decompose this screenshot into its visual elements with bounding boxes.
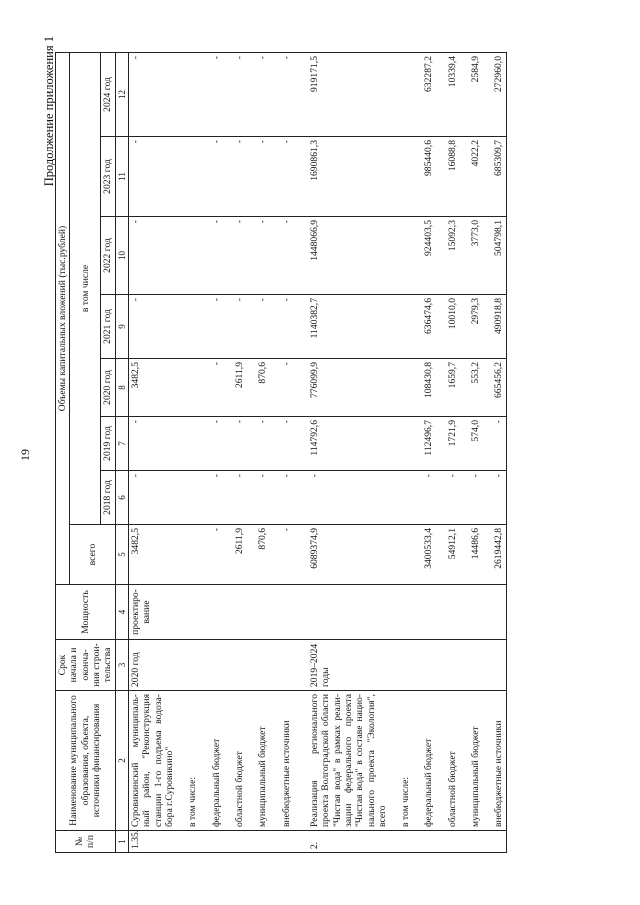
header-including: в том числе [70, 53, 101, 525]
value-cell: - [129, 295, 177, 359]
row-number [412, 831, 435, 853]
row-name: Суровикинский муниципаль- ный район, "Реконструкция станции 1-го подъема водоза- бора г.Суровикино" [129, 691, 177, 831]
value-cell: 574,0 [459, 417, 482, 471]
value-cell: - [223, 137, 246, 217]
row-name: внебюджетные источники [270, 691, 293, 831]
row-capacity [389, 585, 412, 640]
row-number [436, 831, 459, 853]
value-cell: 114792,6 [293, 417, 389, 471]
row-capacity [436, 585, 459, 640]
value-cell: 665456,2 [482, 359, 506, 417]
value-cell: 919171,5 [293, 53, 389, 137]
row-capacity [246, 585, 269, 640]
value-cell: 3482,5 [129, 525, 177, 585]
value-cell [176, 471, 199, 525]
value-cell: 108430,8 [412, 359, 435, 417]
value-cell: 1721,9 [436, 417, 459, 471]
value-cell [176, 525, 199, 585]
value-cell: 504798,1 [482, 217, 506, 295]
value-cell: 54912,1 [436, 525, 459, 585]
value-cell: 112496,7 [412, 417, 435, 471]
value-cell: 2619442,8 [482, 525, 506, 585]
row-number [246, 831, 269, 853]
value-cell: 10010,0 [436, 295, 459, 359]
row-capacity [459, 585, 482, 640]
row-term [246, 640, 269, 691]
value-cell: - [270, 137, 293, 217]
table-row [459, 53, 482, 853]
value-cell: - [270, 471, 293, 525]
header-total: всего [70, 525, 115, 585]
value-cell: 3773,0 [459, 217, 482, 295]
column-number: 10 [115, 217, 129, 295]
row-capacity [223, 585, 246, 640]
value-cell: - [246, 53, 269, 137]
header-year: 2023 год [101, 137, 115, 217]
row-term [223, 640, 246, 691]
value-cell: 1140382,7 [293, 295, 389, 359]
column-number: 1 [115, 831, 129, 853]
value-cell [389, 525, 412, 585]
value-cell: - [270, 417, 293, 471]
column-number: 7 [115, 417, 129, 471]
continuation-caption: Продолжение приложения 1 [42, 36, 56, 187]
row-term [200, 640, 223, 691]
row-number [176, 831, 199, 853]
row-name: в том числе: [389, 691, 412, 831]
row-number [270, 831, 293, 853]
row-term [412, 640, 435, 691]
value-cell: 15092,3 [436, 217, 459, 295]
value-cell: - [246, 137, 269, 217]
row-term [176, 640, 199, 691]
value-cell: - [129, 417, 177, 471]
value-cell: - [246, 417, 269, 471]
header-term: Срок начала и оконча- ния строи- тельства [56, 640, 116, 691]
value-cell: - [200, 417, 223, 471]
value-cell: 985440,6 [412, 137, 435, 217]
row-name: муниципальный бюджет [246, 691, 269, 831]
column-number: 2 [115, 691, 129, 831]
value-cell: - [459, 471, 482, 525]
value-cell: - [223, 217, 246, 295]
table-row [246, 53, 269, 853]
column-number: 12 [115, 53, 129, 137]
value-cell: - [293, 471, 389, 525]
column-number: 8 [115, 359, 129, 417]
row-number: 2. [293, 831, 389, 853]
value-cell: 870,6 [246, 359, 269, 417]
row-name: внебюджетные источники [482, 691, 506, 831]
value-cell: - [223, 471, 246, 525]
value-cell: 553,2 [459, 359, 482, 417]
column-number: 11 [115, 137, 129, 217]
row-number [389, 831, 412, 853]
value-cell [389, 295, 412, 359]
row-number [223, 831, 246, 853]
table-row [412, 53, 435, 853]
row-number [459, 831, 482, 853]
value-cell: 4022,2 [459, 137, 482, 217]
value-cell: 272960,0 [482, 53, 506, 137]
header-year: 2018 год [101, 471, 115, 525]
value-cell [389, 417, 412, 471]
value-cell: - [270, 53, 293, 137]
value-cell: - [482, 417, 506, 471]
capital-investment-table [55, 52, 507, 853]
header-year: 2019 год [101, 417, 115, 471]
value-cell: - [223, 417, 246, 471]
value-cell: 2611,9 [223, 525, 246, 585]
row-name: муниципальный бюджет [459, 691, 482, 831]
value-cell: - [270, 359, 293, 417]
column-number: 6 [115, 471, 129, 525]
header-volumes: Объемы капитальных вложений (тыс.рублей) [56, 53, 70, 585]
value-cell: - [200, 525, 223, 585]
value-cell: 870,6 [246, 525, 269, 585]
table-row [200, 53, 223, 853]
value-cell: 632287,2 [412, 53, 435, 137]
value-cell [389, 471, 412, 525]
row-capacity [482, 585, 506, 640]
row-capacity [270, 585, 293, 640]
value-cell: - [270, 217, 293, 295]
row-term: 2019–2024 годы [293, 640, 389, 691]
value-cell: - [129, 471, 177, 525]
row-capacity [412, 585, 435, 640]
value-cell: 1690861,3 [293, 137, 389, 217]
header-capacity: Мощность [56, 585, 116, 640]
value-cell: - [129, 137, 177, 217]
value-cell: 1659,7 [436, 359, 459, 417]
row-term [482, 640, 506, 691]
row-term [389, 640, 412, 691]
value-cell [176, 359, 199, 417]
row-term: 2020 год [129, 640, 177, 691]
table-row [129, 53, 177, 853]
value-cell: - [223, 53, 246, 137]
row-name: федеральный бюджет [200, 691, 223, 831]
row-term [459, 640, 482, 691]
value-cell [389, 53, 412, 137]
value-cell: - [482, 471, 506, 525]
value-cell: 636474,6 [412, 295, 435, 359]
value-cell: 924403,5 [412, 217, 435, 295]
value-cell: 3482,5 [129, 359, 177, 417]
table-row [223, 53, 246, 853]
value-cell: 776099,9 [293, 359, 389, 417]
page-number: 19 [18, 449, 32, 461]
value-cell: - [200, 217, 223, 295]
value-cell: - [200, 471, 223, 525]
value-cell: 16088,8 [436, 137, 459, 217]
value-cell: - [200, 359, 223, 417]
value-cell: - [270, 525, 293, 585]
row-term [270, 640, 293, 691]
row-name: федеральный бюджет [412, 691, 435, 831]
header-year: 2024 год [101, 53, 115, 137]
table-row [176, 53, 199, 853]
column-number: 5 [115, 525, 129, 585]
value-cell: - [200, 137, 223, 217]
value-cell [176, 53, 199, 137]
row-capacity [200, 585, 223, 640]
header-year: 2021 год [101, 295, 115, 359]
value-cell: 6089374,9 [293, 525, 389, 585]
column-number: 3 [115, 640, 129, 691]
value-cell [389, 137, 412, 217]
row-name: областной бюджет [436, 691, 459, 831]
value-cell: 490918,8 [482, 295, 506, 359]
value-cell [176, 137, 199, 217]
value-cell [389, 217, 412, 295]
table-row [482, 53, 506, 853]
value-cell [176, 417, 199, 471]
header-year: 2020 год [101, 359, 115, 417]
row-capacity: проектиро- вание [129, 585, 177, 640]
row-number: 1.35. [129, 831, 177, 853]
column-number: 4 [115, 585, 129, 640]
column-number-row [115, 53, 129, 853]
table-row [436, 53, 459, 853]
header-number: № п/п [56, 831, 116, 853]
table-row [389, 53, 412, 853]
value-cell: 2584,9 [459, 53, 482, 137]
row-name: в том числе: [176, 691, 199, 831]
row-capacity [176, 585, 199, 640]
value-cell: 3400533,4 [412, 525, 435, 585]
value-cell: - [246, 295, 269, 359]
value-cell: - [223, 295, 246, 359]
value-cell: 14486,6 [459, 525, 482, 585]
value-cell [176, 295, 199, 359]
value-cell: 1448066,9 [293, 217, 389, 295]
value-cell: 10339,4 [436, 53, 459, 137]
table-row [270, 53, 293, 853]
column-number: 9 [115, 295, 129, 359]
value-cell: 685309,7 [482, 137, 506, 217]
value-cell: - [436, 471, 459, 525]
row-term [436, 640, 459, 691]
value-cell: - [270, 295, 293, 359]
value-cell: 2979,3 [459, 295, 482, 359]
value-cell: - [246, 471, 269, 525]
value-cell: - [200, 53, 223, 137]
value-cell: 2611,9 [223, 359, 246, 417]
row-capacity [293, 585, 389, 640]
value-cell: - [246, 217, 269, 295]
value-cell: - [129, 53, 177, 137]
value-cell [176, 217, 199, 295]
header-year: 2022 год [101, 217, 115, 295]
header-name: Наименование муниципального образования, объекта, источники финансирования [56, 691, 116, 831]
table-row [293, 53, 389, 853]
value-cell: - [129, 217, 177, 295]
row-name: областной бюджет [223, 691, 246, 831]
value-cell [389, 359, 412, 417]
row-name: Реализация регионального проекта Волгоградской области "Чистая вода" в рамках реали- зации федерального проекта "Чистая вода" в составе нацио- нального проекта "Экология", всего [293, 691, 389, 831]
row-number [200, 831, 223, 853]
value-cell: - [412, 471, 435, 525]
value-cell: - [200, 295, 223, 359]
row-number [482, 831, 506, 853]
